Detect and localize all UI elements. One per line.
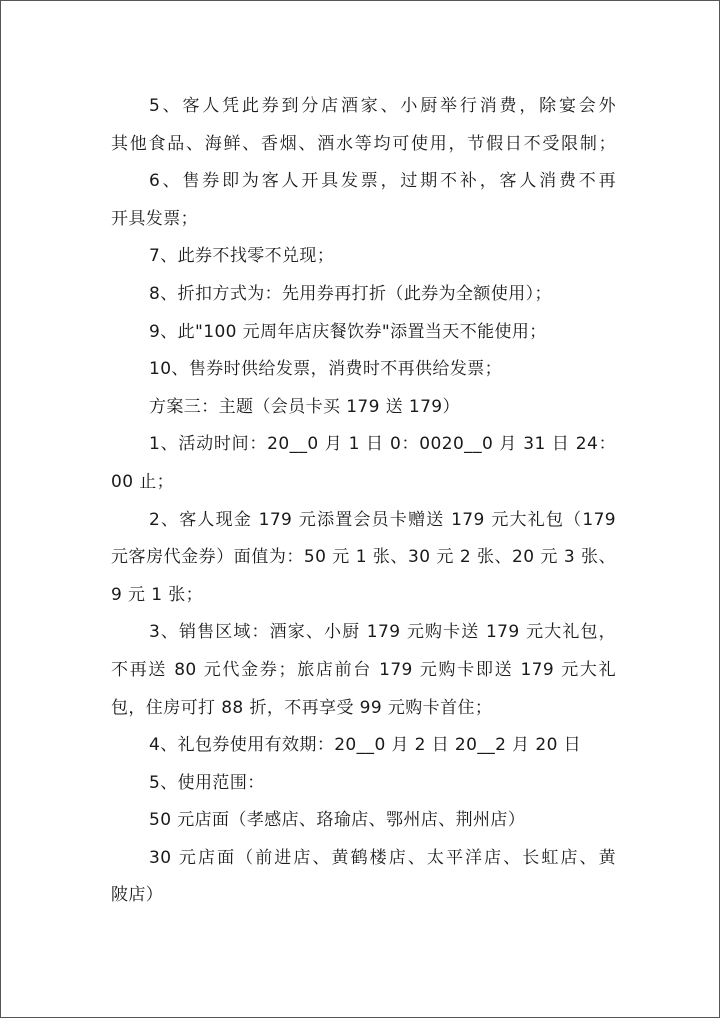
- text-line: 陂店）: [111, 885, 164, 906]
- text-line: 8、折扣方式为：先用券再打折（此券为全额使用）；: [149, 283, 552, 304]
- text-line: 4、礼包券使用有效期：20__0 月 2 日 20__2 月 20 日: [149, 735, 581, 756]
- text-line: 00 止；: [111, 471, 175, 492]
- text-line: 30 元店面（前进店、黄鹤楼店、太平洋店、长虹店、黄: [149, 847, 616, 868]
- text-line: 50 元店面（孝感店、珞瑜店、鄂州店、荆州店）: [149, 810, 526, 831]
- text-line: 5、使用范围：: [149, 772, 265, 793]
- text-line: 元客房代金券）面值为：50 元 1 张、30 元 2 张、20 元 3 张、: [111, 547, 616, 568]
- text-line: 5、客人凭此券到分店酒家、小厨举行消费，除宴会外: [149, 96, 616, 116]
- section-heading: 方案三：主题（会员卡买 179 送 179）: [149, 396, 460, 417]
- text-line: 2、客人现金 179 元添置会员卡赠送 179 元大礼包（179: [149, 509, 616, 530]
- text-line: 其他食品、海鲜、香烟、酒水等均可使用，节假日不受限制；: [111, 133, 616, 154]
- text-line: 开具发票；: [111, 208, 198, 229]
- text-line: 不再送 80 元代金券；旅店前台 179 元购卡即送 179 元大礼: [111, 659, 616, 680]
- text-line: 10、售券时供给发票，消费时不再供给发票；: [149, 359, 503, 380]
- text-line: 1、活动时间：20__0 月 1 日 0：0020__0 月 31 日 24：: [149, 434, 616, 455]
- text-line: 包，住房可打 88 折，不再享受 99 元购卡首住；: [111, 697, 493, 718]
- text-line: 3、销售区域：酒家、小厨 179 元购卡送 179 元大礼包，: [149, 622, 616, 643]
- document-body: [111, 88, 616, 915]
- text-line: 6、售券即为客人开具发票，过期不补，客人消费不再: [149, 171, 616, 192]
- text-line: 7、此券不找零不兑现；: [149, 246, 335, 267]
- text-line: 9 元 1 张；: [111, 584, 204, 605]
- text-line: 9、此"100 元周年店庆餐饮券"添置当天不能使用；: [149, 321, 547, 342]
